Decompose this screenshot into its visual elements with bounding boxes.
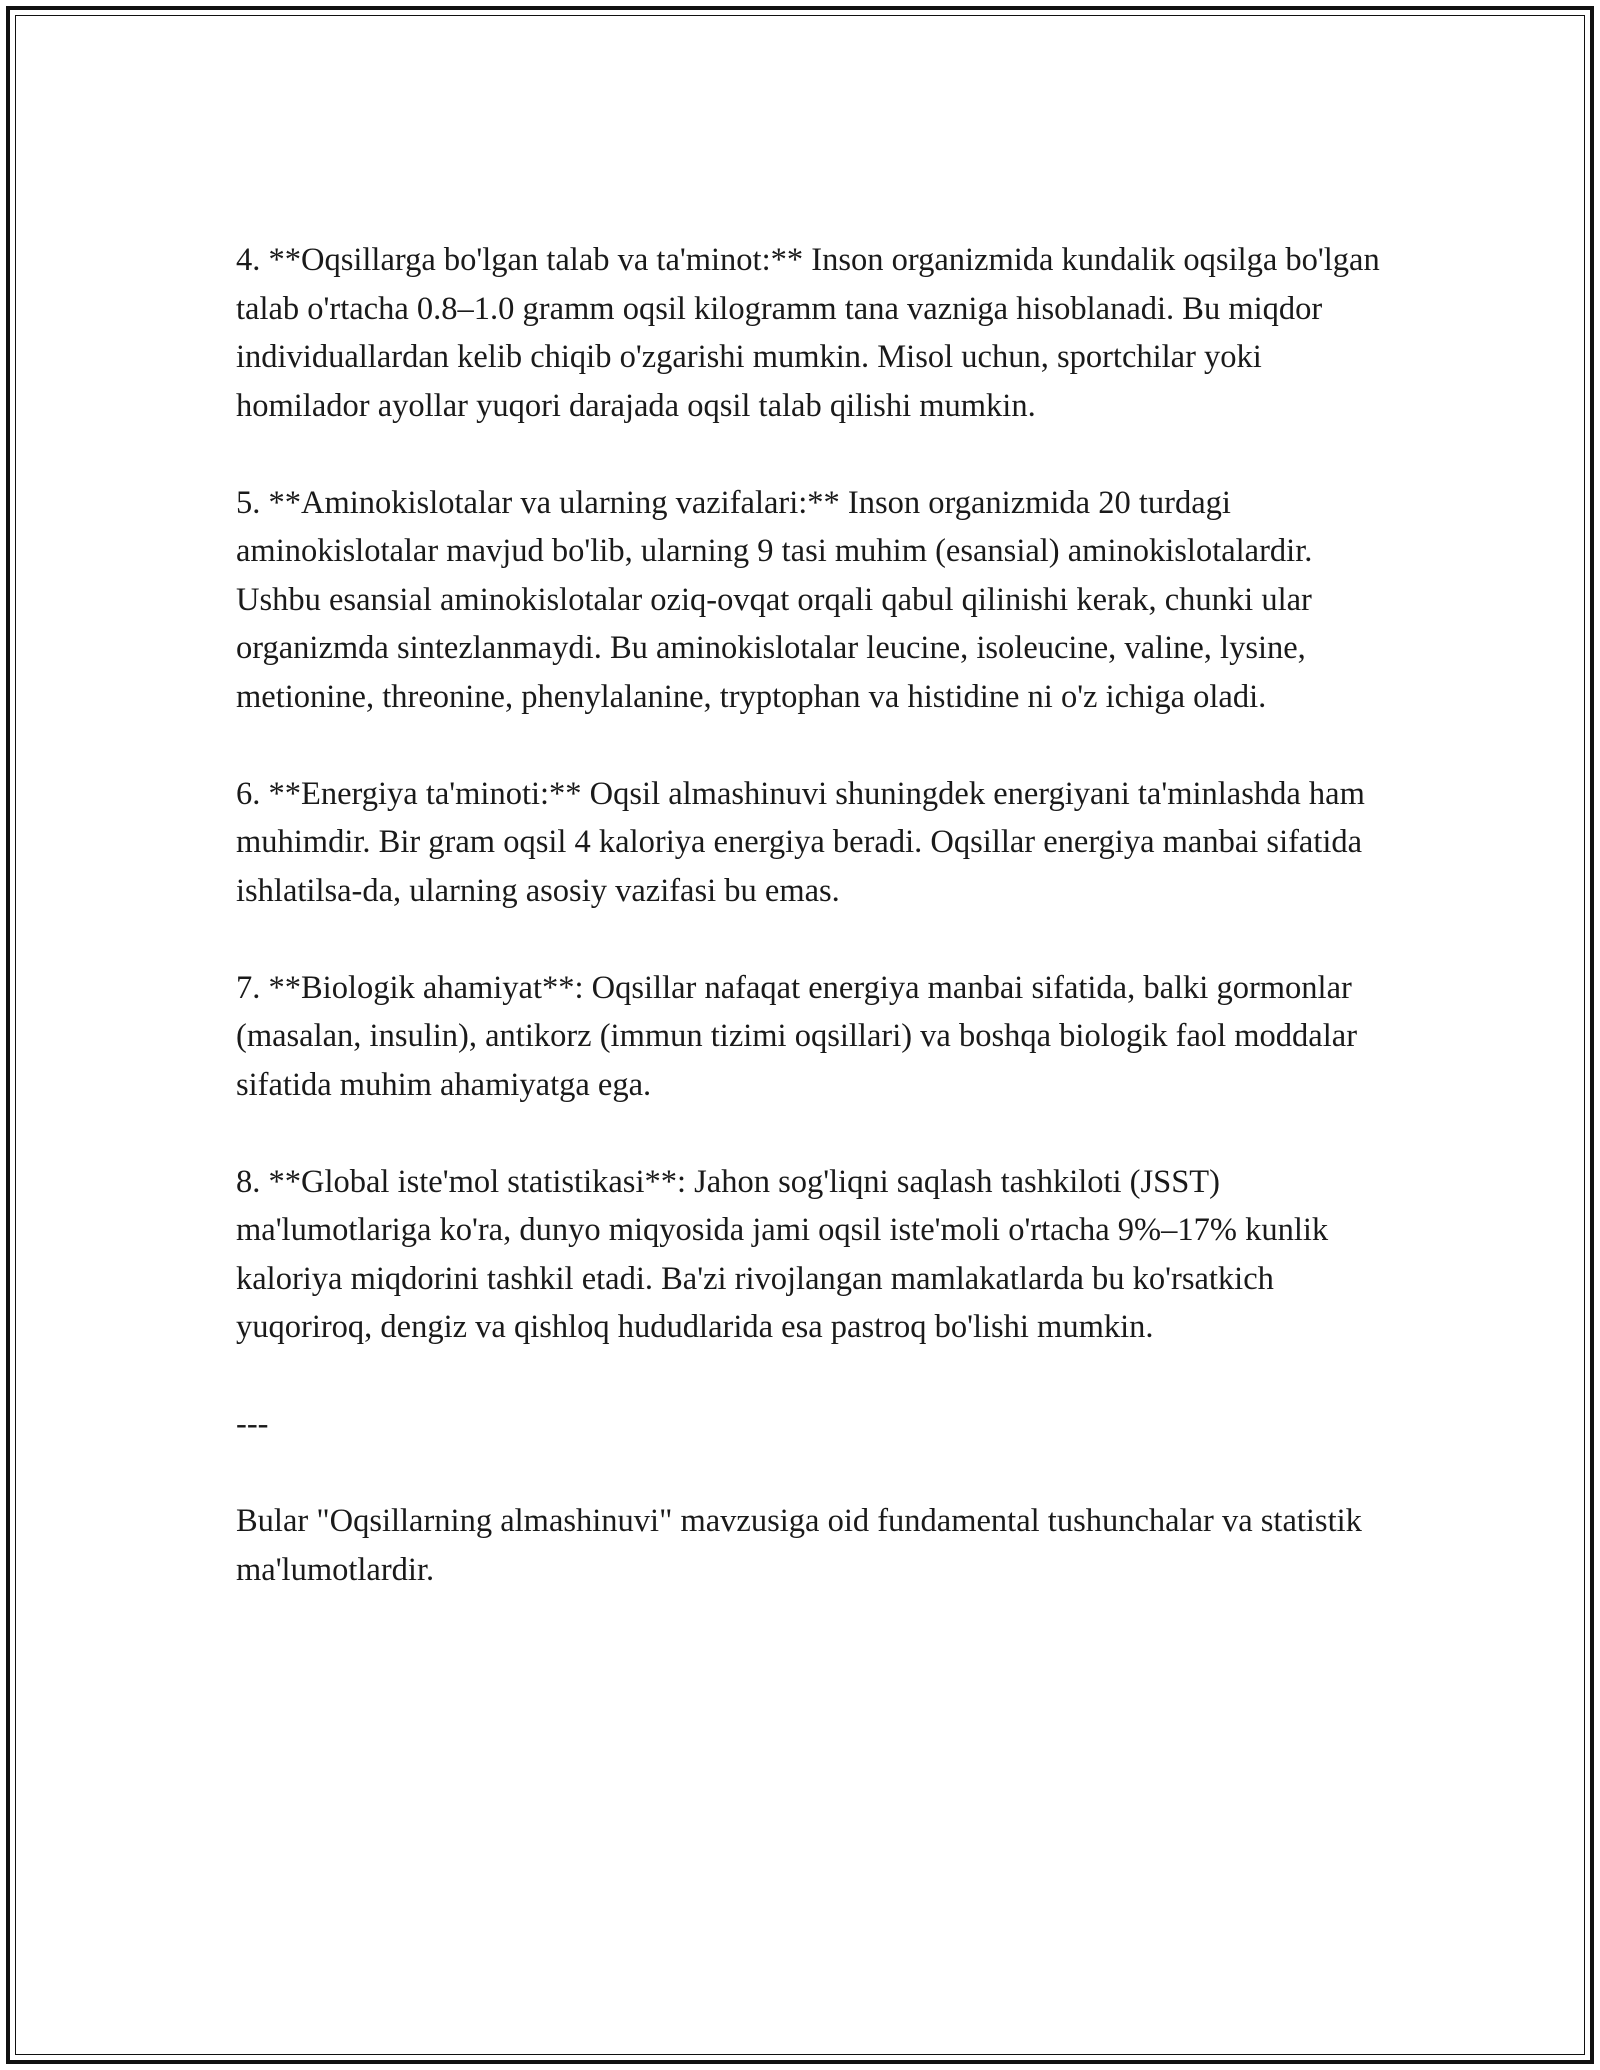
document-body (236, 236, 1386, 1643)
closing-paragraph: Bular "Oqsillarning almashinuvi" mavzusiga oid fundamental tushunchalar va statistik ma'lumotlardir. (236, 1503, 1362, 1588)
paragraph-biological-importance: 7. **Biologik ahamiyat**: Oqsillar nafaqat energiya manbai sifatida, balki gormonlar (masalan, insulin), antikorz (immun tizimi oqsillari) va boshqa biologik faol moddalar sifatida muhim ahamiyatga ega. (236, 969, 1358, 1103)
paragraph-global-consumption: 8. **Global iste'mol statistikasi**: Jahon sog'liqni saqlash tashkiloti (JSST) ma'lumotlariga ko'ra, dunyo miqyosida jami oqsil iste'moli o'rtacha 9%–17% kunlik kaloriya miqdorini tashkil etadi. Ba'zi rivojlangan mamlakatlarda bu ko'rsatkich yuqoriroq, dengiz va qishloq hududlarida esa pastroq bo'lishi mumkin. (236, 1163, 1329, 1345)
section-separator: --- (236, 1406, 269, 1442)
paragraph-energy-supply: 6. **Energiya ta'minoti:** Oqsil almashinuvi shuningdek energiyani ta'minlashda ham muhimdir. Bir gram oqsil 4 kaloriya energiya beradi. Oqsillar energiya manbai sifatida ishlatilsa-da, ularning asosiy vazifasi bu emas. (236, 775, 1365, 909)
paragraph-amino-acids: 5. **Aminokislotalar va ularning vazifalari:** Inson organizmida 20 turdagi aminokislotalar mavjud bo'lib, ularning 9 tasi muhim (esansial) aminokislotalardir. Ushbu esansial aminokislotalar oziq-ovqat orqali qabul qilinishi kerak, chunki ular organizmda sintezlanmaydi. Bu aminokislotalar leucine, isoleucine, valine, lysine, metionine, threonine, phenylalanine, tryptophan va histidine ni o'z ichiga oladi. (236, 484, 1313, 715)
paragraph-protein-requirement: 4. **Oqsillarga bo'lgan talab va ta'minot:** Inson organizmida kundalik oqsilga bo'lgan talab o'rtacha 0.8–1.0 gramm oqsil kilogramm tana vazniga hisoblanadi. Bu miqdor individuallardan kelib chiqib o'zgarishi mumkin. Misol uchun, sportchilar yoki homilador ayollar yuqori darajada oqsil talab qilishi mumkin. (236, 242, 1380, 424)
